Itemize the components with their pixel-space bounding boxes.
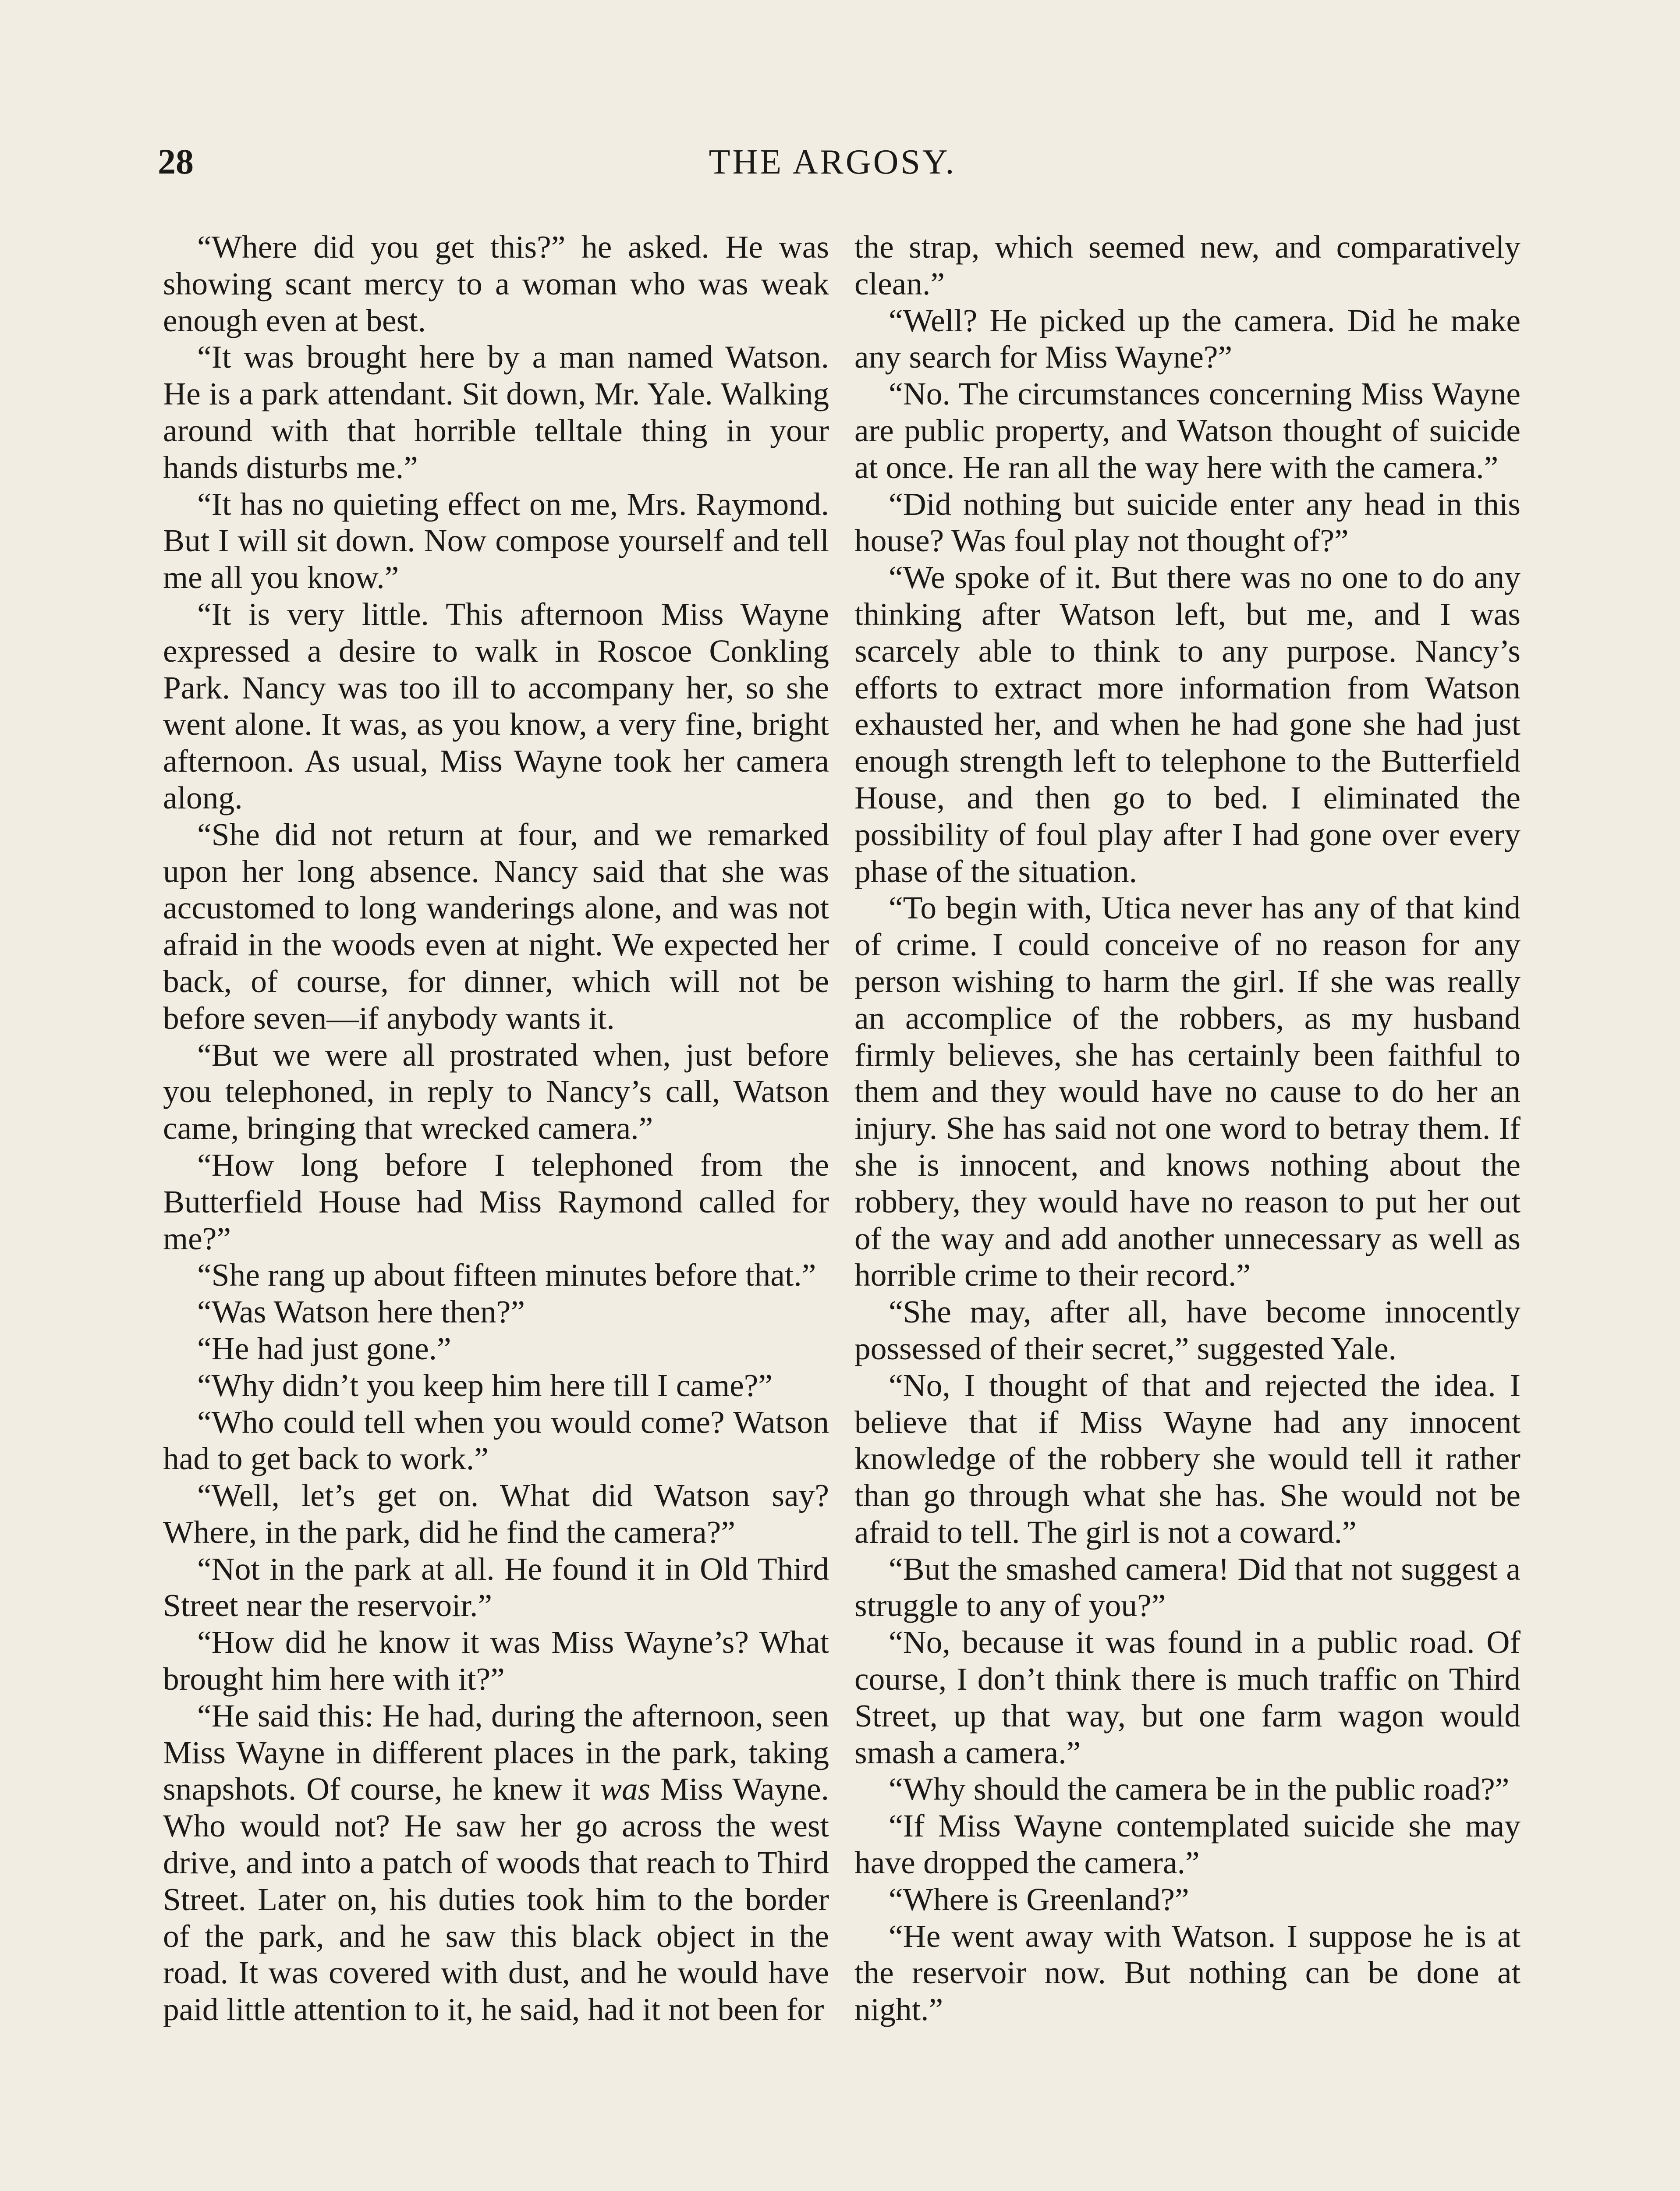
paragraph: “It has no quieting effect on me, Mrs. Raymond. But I will sit down. Now compose yourself and tell me all you know.” [163,486,829,596]
paragraph: “Was Watson here then?” [197,1294,525,1330]
paragraph: “How did he know it was Miss Wayne’s? What brought him here with it?” [163,1624,829,1697]
paragraph [163,1698,829,2028]
paragraph: “Why didn’t you keep him here till I came?” [197,1367,773,1403]
paragraph: “To begin with, Utica never has any of that kind of crime. I could conceive of no reason for any person wishing to harm the girl. If she was really an accomplice of the robbers, as my husband firmly believes, she has certainly been faithful to them and they would have no cause to do her an injury. She has said not one word to betray them. If she is innocent, and knows nothing about the robbery, they would have no reason to put her out of the way and add another unnecessary as well as horrible crime to their record.” [854,890,1521,1293]
paragraph: “No, I thought of that and rejected the idea. I believe that if Miss Wayne had any innocent knowledge of the robbery she would tell it rather than go through what she has. She would not be afraid to tell. The girl is not a coward.” [854,1367,1521,1550]
paragraph: “He went away with Watson. I suppose he is at the reservoir now. But nothing can be done at night.” [854,1918,1521,2028]
paragraph: “Not in the park at all. He found it in Old Third Street near the reservoir.” [163,1551,829,1624]
paragraph: “She did not return at four, and we remarked upon her long absence. Nancy said that she was accustomed to long wanderings alone, and was not afraid in the woods even at night. We expected her back, of course, for dinner, which will not be before seven—if anybody wants it. [163,816,829,1036]
paragraph: “How long before I telephoned from the Butterfield House had Miss Raymond called for me?” [163,1147,829,1256]
paragraph: “He had just gone.” [197,1330,451,1366]
right-column [854,229,1521,2028]
paragraph: “Well? He picked up the camera. Did he make any search for Miss Wayne?” [854,302,1521,375]
paragraph: “Why should the camera be in the public road?” [889,1771,1510,1807]
text-run: “He said this: He had, during the afternoon, seen Miss Wayne in different places in the park, taking snapshots. Of course, he knew it [163,1698,829,1807]
paragraph: “It was brought here by a man named Watson. He is a park attendant. Sit down, Mr. Yale. Walking around with that horrible telltale thing in your hands disturbs me.” [163,339,829,485]
emphasis: was [600,1771,651,1807]
paragraph: “No. The circumstances concerning Miss Wayne are public property, and Watson thought of suicide at once. He ran all the way here with the camera.” [854,376,1521,485]
paragraph: “But we were all prostrated when, just before you telephoned, in reply to Nancy’s call, Watson came, bringing that wrecked camera.” [163,1037,829,1146]
text-run: Miss Wayne. Who would not? He saw her go across the west drive, and into a patch of woods that reach to Third Street. Later on, his duties took him to the border of the park, and he saw this black object in the road. It was covered with dust, and he would have paid little attention to it, he said, had it not been for [163,1771,829,2028]
paragraph: “She may, after all, have become innocently possessed of their secret,” suggested Yale. [854,1294,1521,1366]
paragraph: “Where is Greenland?” [889,1881,1189,1917]
paragraph: “We spoke of it. But there was no one to do any thinking after Watson left, but me, and I was scarcely able to think to any purpose. Nancy’s efforts to extract more information from Watson exhausted her, and when he had gone she had just enough strength left to telephone to the Butterfield House, and then go to bed. I eliminated the possibility of foul play after I had gone over every phase of the situation. [854,560,1521,889]
paragraph: “No, because it was found in a public road. Of course, I don’t think there is much traffic on Third Street, up that way, but one farm wagon would smash a camera.” [854,1624,1521,1770]
paragraph: “Well, let’s get on. What did Watson say? Where, in the park, did he find the camera?” [163,1478,829,1550]
paragraph: “If Miss Wayne contemplated suicide she may have dropped the camera.” [854,1808,1521,1881]
paragraph: “Did nothing but suicide enter any head in this house? Was foul play not thought of?” [854,486,1521,559]
paragraph: “Who could tell when you would come? Watson had to get back to work.” [163,1404,829,1477]
left-column [163,229,829,2028]
paragraph-continuation: the strap, which seemed new, and comparatively clean.” [854,229,1521,301]
running-head: THE ARGOSY. [709,143,957,181]
page-number: 28 [158,142,194,181]
paragraph: “She rang up about fifteen minutes before that.” [197,1257,816,1293]
paragraph: “Where did you get this?” he asked. He was showing scant mercy to a woman who was weak enough even at best. [163,229,829,338]
paragraph: “But the smashed camera! Did that not suggest a struggle to any of you?” [854,1551,1521,1624]
paragraph: “It is very little. This afternoon Miss Wayne expressed a desire to walk in Roscoe Conkling Park. Nancy was too ill to accompany her, so she went alone. It was, as you know, a very fine, bright afternoon. As usual, Miss Wayne took her camera along. [163,596,829,815]
